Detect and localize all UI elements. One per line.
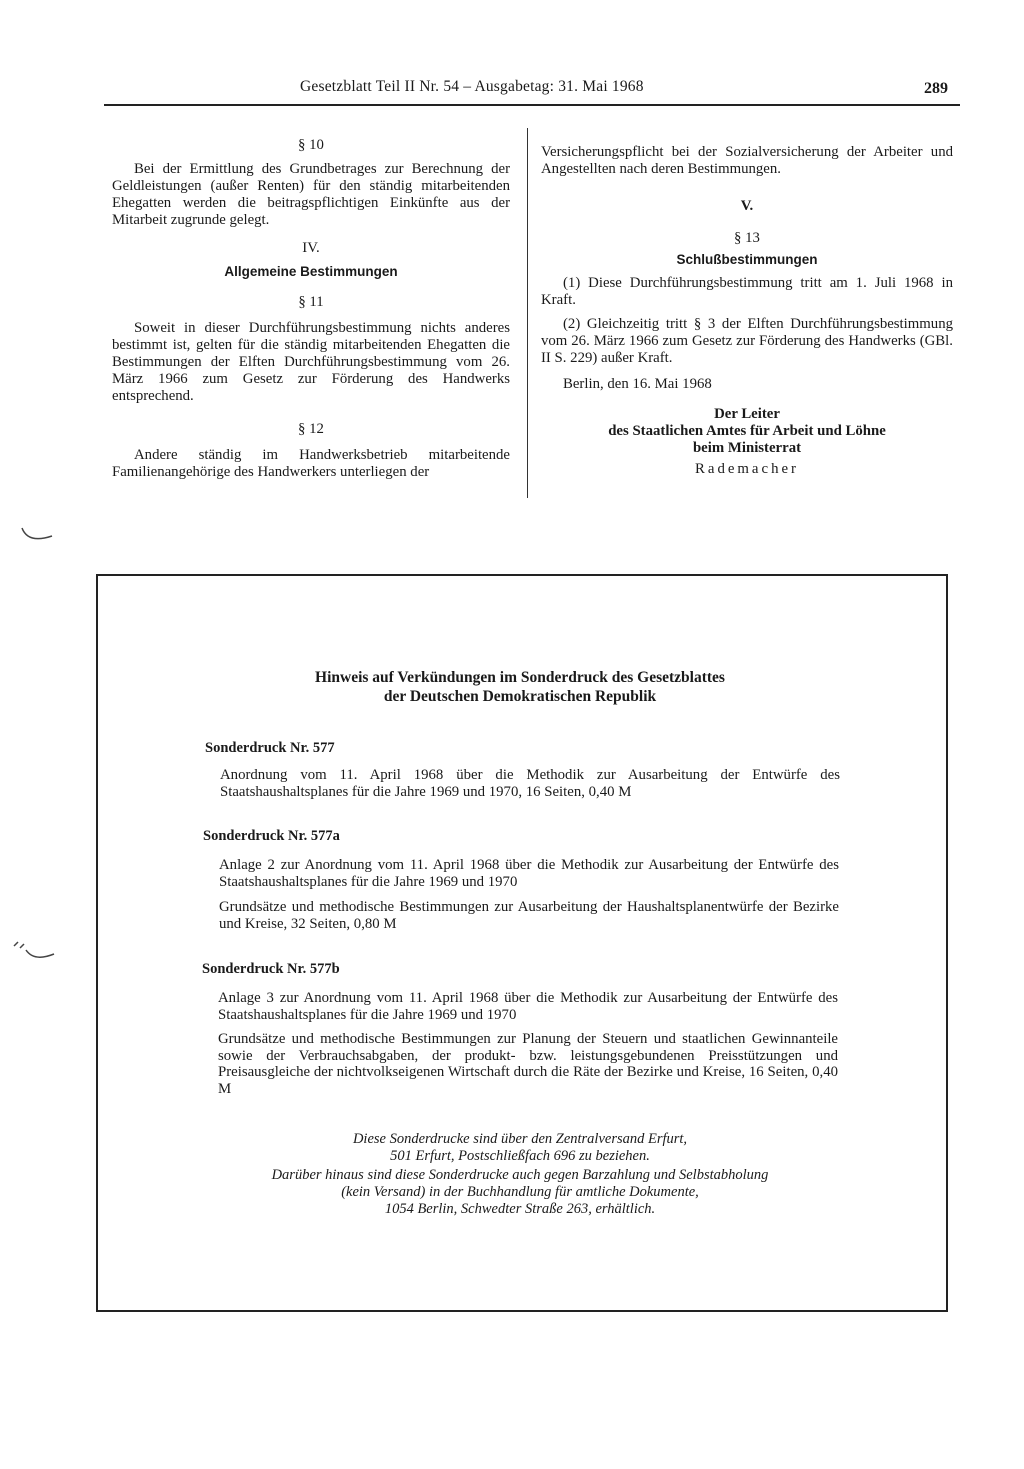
section-5-title: Schlußbestimmungen xyxy=(676,252,818,267)
sonderdruck-577a-text-1: Anlage 2 zur Anordnung vom 11. April 1968 über die Methodik zur Ausarbeitung der Entwürfe des Staatshaushaltsplanes für die Jahre 1969 und 1970 xyxy=(219,857,839,890)
paragraph-12-continued: Versicherungspflicht bei der Sozialversicherung der Arbeiter und Angestellten nach deren Bestimmungen. xyxy=(541,144,953,177)
paragraph-11-text: Soweit in dieser Durchführungsbestimmung nichts anderes bestimmt ist, gelten für die ständig mitarbeitenden Ehegatten die Bestimmungen der Elften Durchführungsbestimmung vom 26. März 1966 zum Gesetz zur Förderung des Handwerks entsprechend. xyxy=(112,320,510,404)
margin-mark-1 xyxy=(18,522,58,548)
paragraph-10-text: Bei der Ermittlung des Grundbetrages zur Berechnung der Geldleistungen (außer Renten) für den ständig mitarbeitenden Ehegatten werden die beitragspflichtigen Einkünfte aus der Mitarbeit zugrunde gelegt. xyxy=(112,161,510,228)
sonderdruck-577b-text-2: Grundsätze und methodische Bestimmungen zur Planung der Steuern und staatlichen Gewinnanteile sowie der Verbrauchsabgaben, der produkt- bzw. leistungsgebundenen Preisstützungen und Preisausgleiche der nichtvolkseigenen Wirtschaft durch die Räte der Bezirke und Kreise, 16 Seiten, 0,40 M xyxy=(218,1031,838,1097)
note-line-5: 1054 Berlin, Schwedter Straße 263, erhältlich. xyxy=(384,1201,656,1217)
distribution-note xyxy=(200,1131,840,1218)
note-line-3: Darüber hinaus sind diese Sonderdrucke auch gegen Barzahlung und Selbstabholung xyxy=(271,1167,769,1183)
notice-title-line-1: Hinweis auf Verkündungen im Sonderdruck des Gesetzblattes xyxy=(315,669,725,686)
paragraph-13-heading: § 13 xyxy=(734,230,760,246)
sonderdruck-577-heading: Sonderdruck Nr. 577 xyxy=(205,740,335,756)
margin-mark-2 xyxy=(8,938,56,968)
section-5-numeral: V. xyxy=(740,198,754,214)
sonderdruck-577a-heading: Sonderdruck Nr. 577a xyxy=(203,828,340,844)
paragraph-12-heading: § 12 xyxy=(298,421,324,437)
notice-title-line-2: der Deutschen Demokratischen Republik xyxy=(383,688,657,705)
left-column xyxy=(112,137,510,481)
sonderdruck-577-text: Anordnung vom 11. April 1968 über die Methodik zur Ausarbeitung der Entwürfe des Staatshaushaltsplanes für die Jahre 1969 und 1970, 16 Seiten, 0,40 M xyxy=(220,767,840,800)
clause-1: (1) Diese Durchführungsbestimmung tritt am 1. Juli 1968 in Kraft. xyxy=(541,275,953,308)
notice-title xyxy=(200,668,840,706)
sonderdruck-577a-text-2: Grundsätze und methodische Bestimmungen zur Ausarbeitung der Haushaltsplanentwürfe der Bezirke und Kreise, 32 Seiten, 0,80 M xyxy=(219,899,839,932)
paragraph-11-heading: § 11 xyxy=(298,294,324,310)
page-number: 289 xyxy=(924,80,948,97)
header-rule xyxy=(104,104,960,106)
signature-line-2: des Staatlichen Amtes für Arbeit und Löhne xyxy=(608,423,886,439)
section-4-title: Allgemeine Bestimmungen xyxy=(224,264,398,279)
paragraph-12-text: Andere ständig im Handwerksbetrieb mitarbeitende Familienangehörige des Handwerkers unterliegen der xyxy=(112,447,510,480)
right-column xyxy=(541,144,953,478)
place-date: Berlin, den 16. Mai 1968 xyxy=(563,376,712,392)
signature-line-1: Der Leiter xyxy=(714,406,780,422)
clause-2: (2) Gleichzeitig tritt § 3 der Elften Durchführungsbestimmung vom 26. März 1966 zum Gesetz zur Förderung des Handwerks (GBl. II S. 229) außer Kraft. xyxy=(541,316,953,366)
section-4-numeral: IV. xyxy=(302,240,320,256)
running-header: Gesetzblatt Teil II Nr. 54 – Ausgabetag: 31. Mai 1968 xyxy=(300,78,644,95)
signature-line-3: beim Ministerrat xyxy=(692,440,802,456)
sonderdruck-577b-text-1: Anlage 3 zur Anordnung vom 11. April 1968 über die Methodik zur Ausarbeitung der Entwürfe des Staatshaushaltsplanes für die Jahre 1969 und 1970 xyxy=(218,990,838,1023)
paragraph-10-heading: § 10 xyxy=(298,137,324,153)
signature-name: Rademacher xyxy=(695,461,799,477)
sonderdruck-577b-heading: Sonderdruck Nr. 577b xyxy=(202,961,340,977)
note-line-1: Diese Sonderdrucke sind über den Zentralversand Erfurt, xyxy=(352,1131,688,1147)
note-line-2: 501 Erfurt, Postschließfach 696 zu beziehen. xyxy=(390,1148,650,1164)
column-divider xyxy=(527,128,528,498)
note-line-4: (kein Versand) in der Buchhandlung für amtliche Dokumente, xyxy=(341,1184,699,1200)
